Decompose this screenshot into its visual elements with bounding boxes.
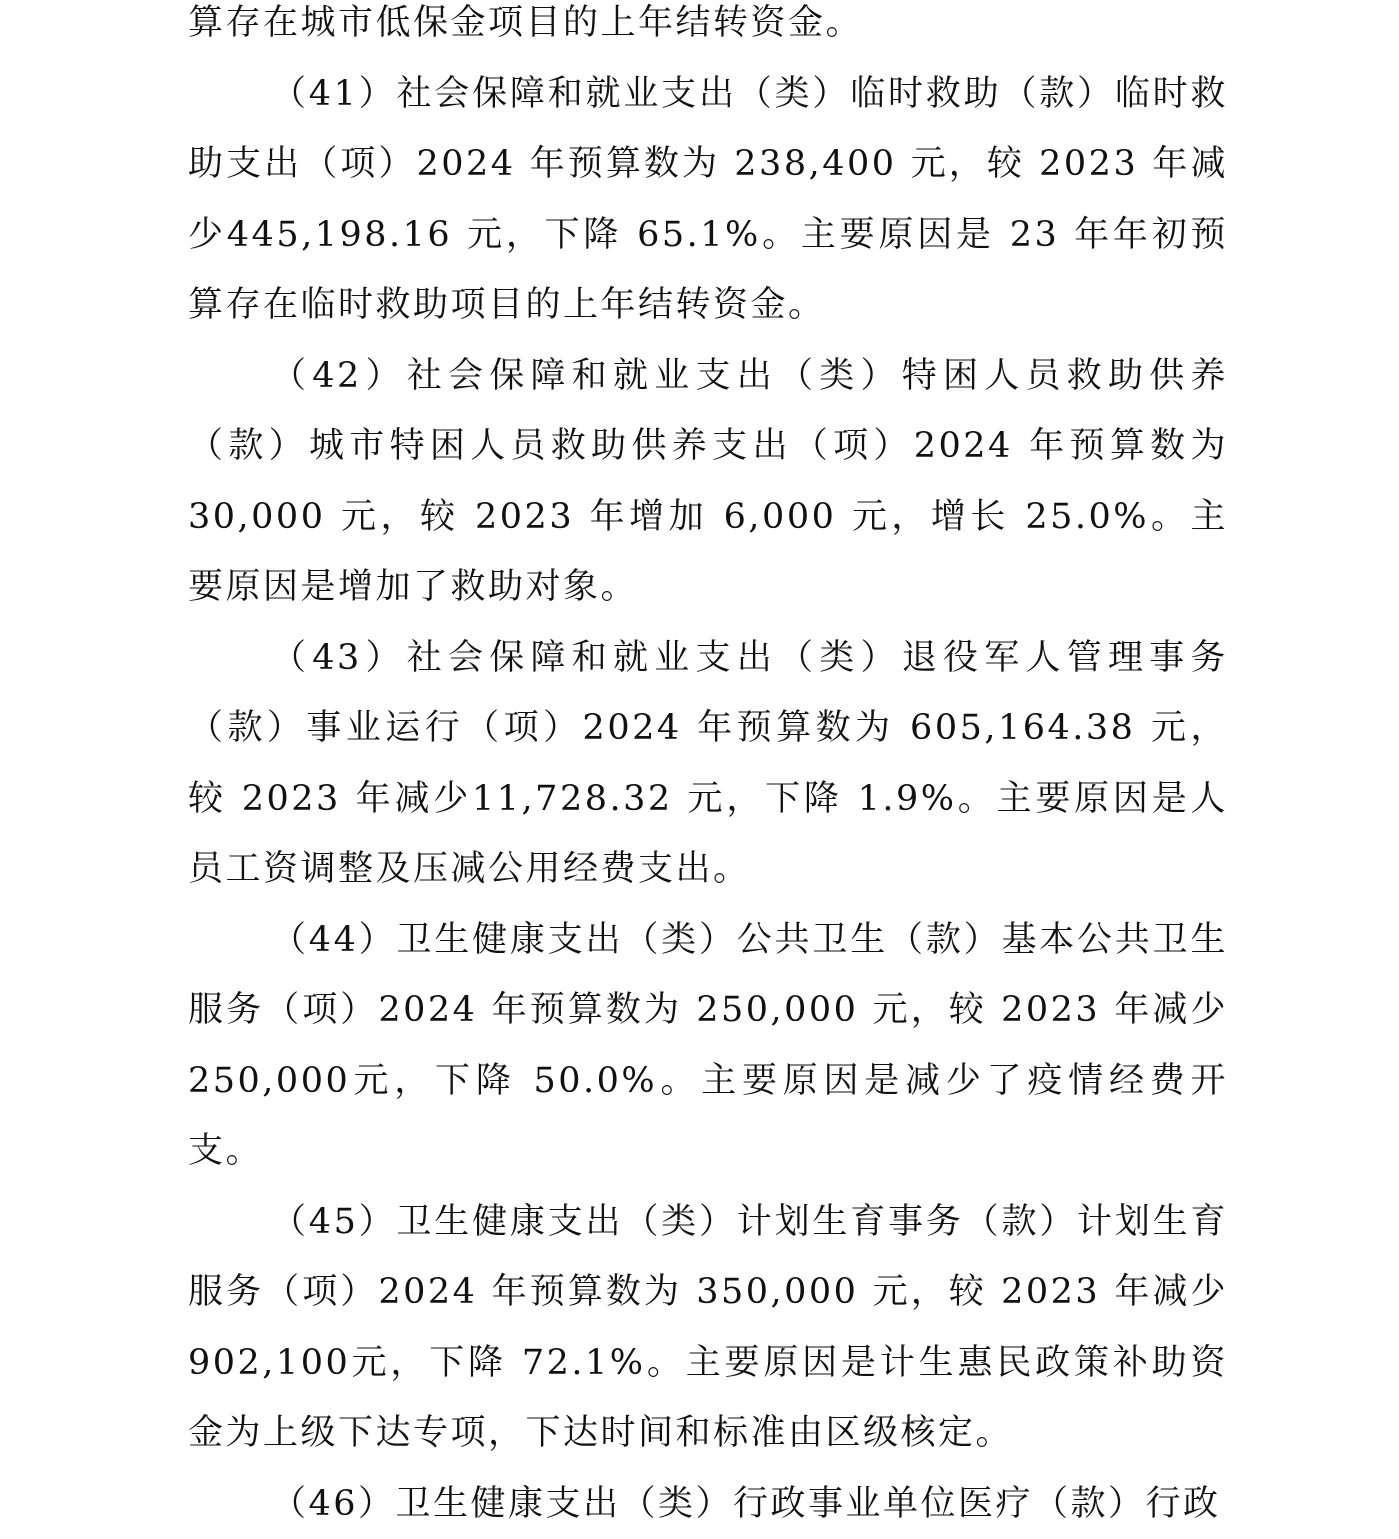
paragraph-item-41: （41）社会保障和就业支出（类）临时救助（款）临时救助支出（项）2024 年预算数为 238,400 元，较 2023 年减少445,198.16 元，下降 65.1%。主要原因是 23 年年初预算存在临时救助项目的上年结转资金。	[188, 59, 1228, 341]
paragraph-item-42: （42）社会保障和就业支出（类）特困人员救助供养（款）城市特困人员救助供养支出（项）2024 年预算数为 30,000 元，较 2023 年增加 6,000 元，增长 25.0%。主要原因是增加了救助对象。	[188, 341, 1228, 623]
paragraph-item-46: （46）卫生健康支出（类）行政事业单位医疗（款）行政	[188, 1469, 1228, 1539]
paragraph-continuation: 算存在城市低保金项目的上年结转资金。	[188, 0, 1228, 59]
paragraph-item-43: （43）社会保障和就业支出（类）退役军人管理事务（款）事业运行（项）2024 年预算数为 605,164.38 元，较 2023 年减少11,728.32 元，下降 1.9%。主要原因是人员工资调整及压减公用经费支出。	[188, 623, 1228, 905]
paragraph-item-45: （45）卫生健康支出（类）计划生育事务（款）计划生育服务（项）2024 年预算数为 350,000 元，较 2023 年减少 902,100元，下降 72.1%。主要原因是计生惠民政策补助资金为上级下达专项，下达时间和标准由区级核定。	[188, 1187, 1228, 1469]
paragraph-item-44: （44）卫生健康支出（类）公共卫生（款）基本公共卫生服务（项）2024 年预算数为 250,000 元，较 2023 年减少 250,000元，下降 50.0%。主要原因是减少了疫情经费开支。	[188, 905, 1228, 1187]
document-body	[188, 0, 1228, 1539]
